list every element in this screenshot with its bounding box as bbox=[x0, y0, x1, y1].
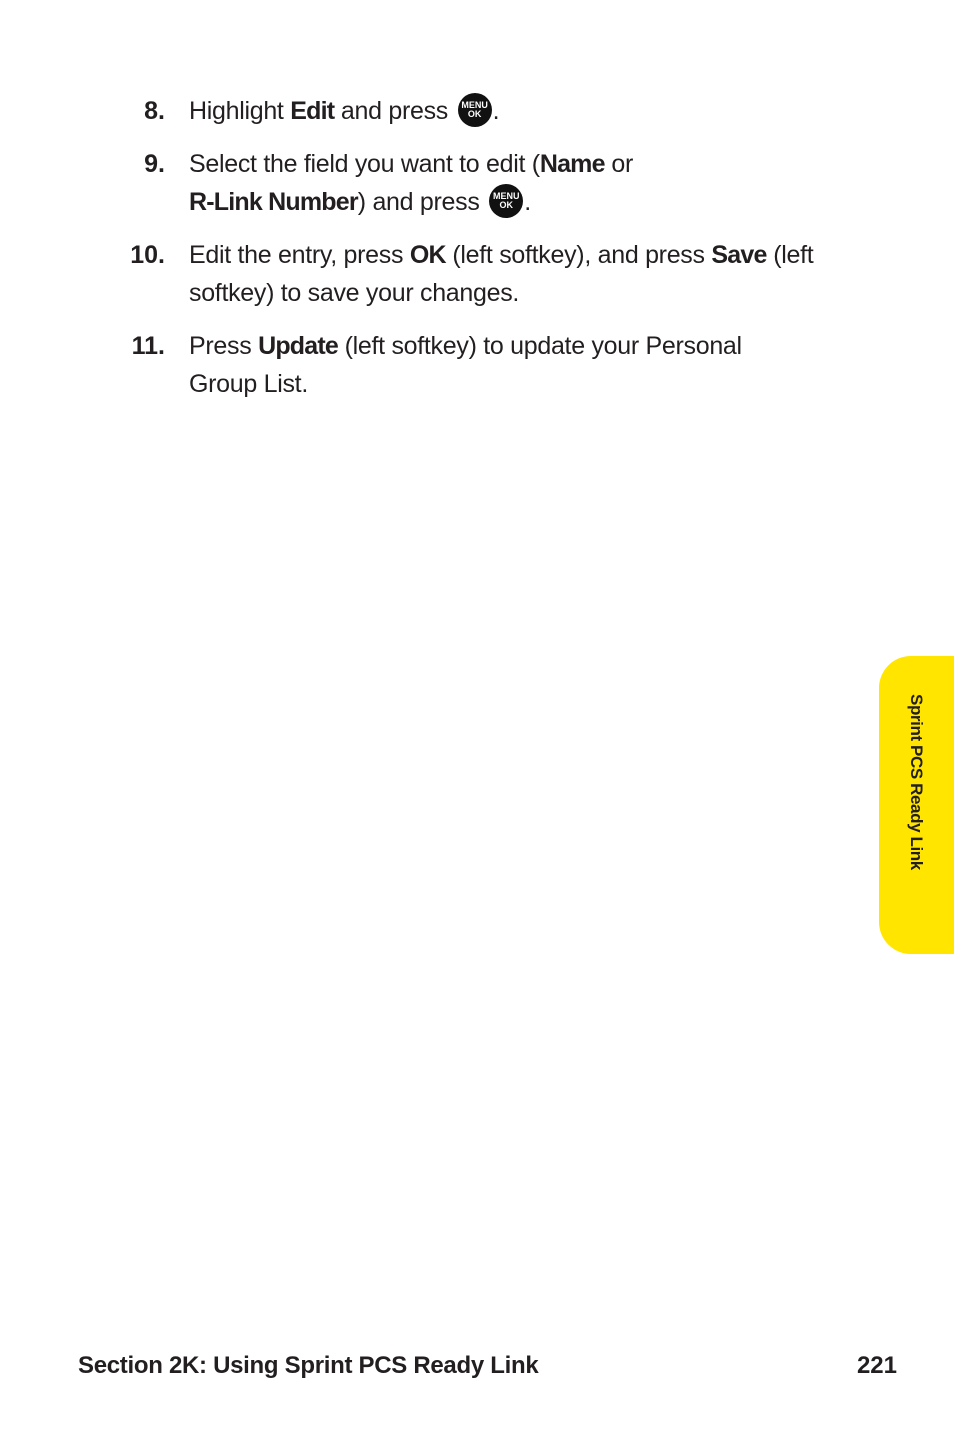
footer-section-title: Section 2K: Using Sprint PCS Ready Link bbox=[78, 1352, 539, 1379]
side-tab-label: Sprint PCS Ready Link bbox=[907, 694, 926, 870]
ui-term: Name bbox=[539, 150, 605, 178]
step-number: 9. bbox=[144, 150, 165, 178]
step-text: Edit the entry, press OK (left softkey), and press Save (left softkey) to save your changes. bbox=[189, 241, 814, 307]
step-text: Highlight Edit and press MENU OK . bbox=[189, 92, 859, 130]
step-number: 8. bbox=[144, 97, 165, 125]
ui-term: OK bbox=[409, 241, 446, 269]
step-text: Press Update (left softkey) to update your Personal Group List. bbox=[189, 332, 742, 398]
ui-term: Save bbox=[711, 241, 767, 269]
step-number: 10. bbox=[130, 241, 165, 269]
page-number: 221 bbox=[856, 1352, 897, 1379]
menu-ok-key-icon: MENU OK bbox=[489, 184, 523, 218]
ui-term: Update bbox=[258, 332, 338, 360]
ui-term: R-Link Number bbox=[189, 188, 358, 216]
menu-ok-key-icon: MENU OK bbox=[458, 93, 492, 127]
step-number: 11. bbox=[131, 332, 165, 360]
ui-term: Edit bbox=[290, 97, 335, 125]
step-text: Select the field you want to edit (Name or R-Link Number) and press MENU OK . bbox=[189, 150, 634, 216]
